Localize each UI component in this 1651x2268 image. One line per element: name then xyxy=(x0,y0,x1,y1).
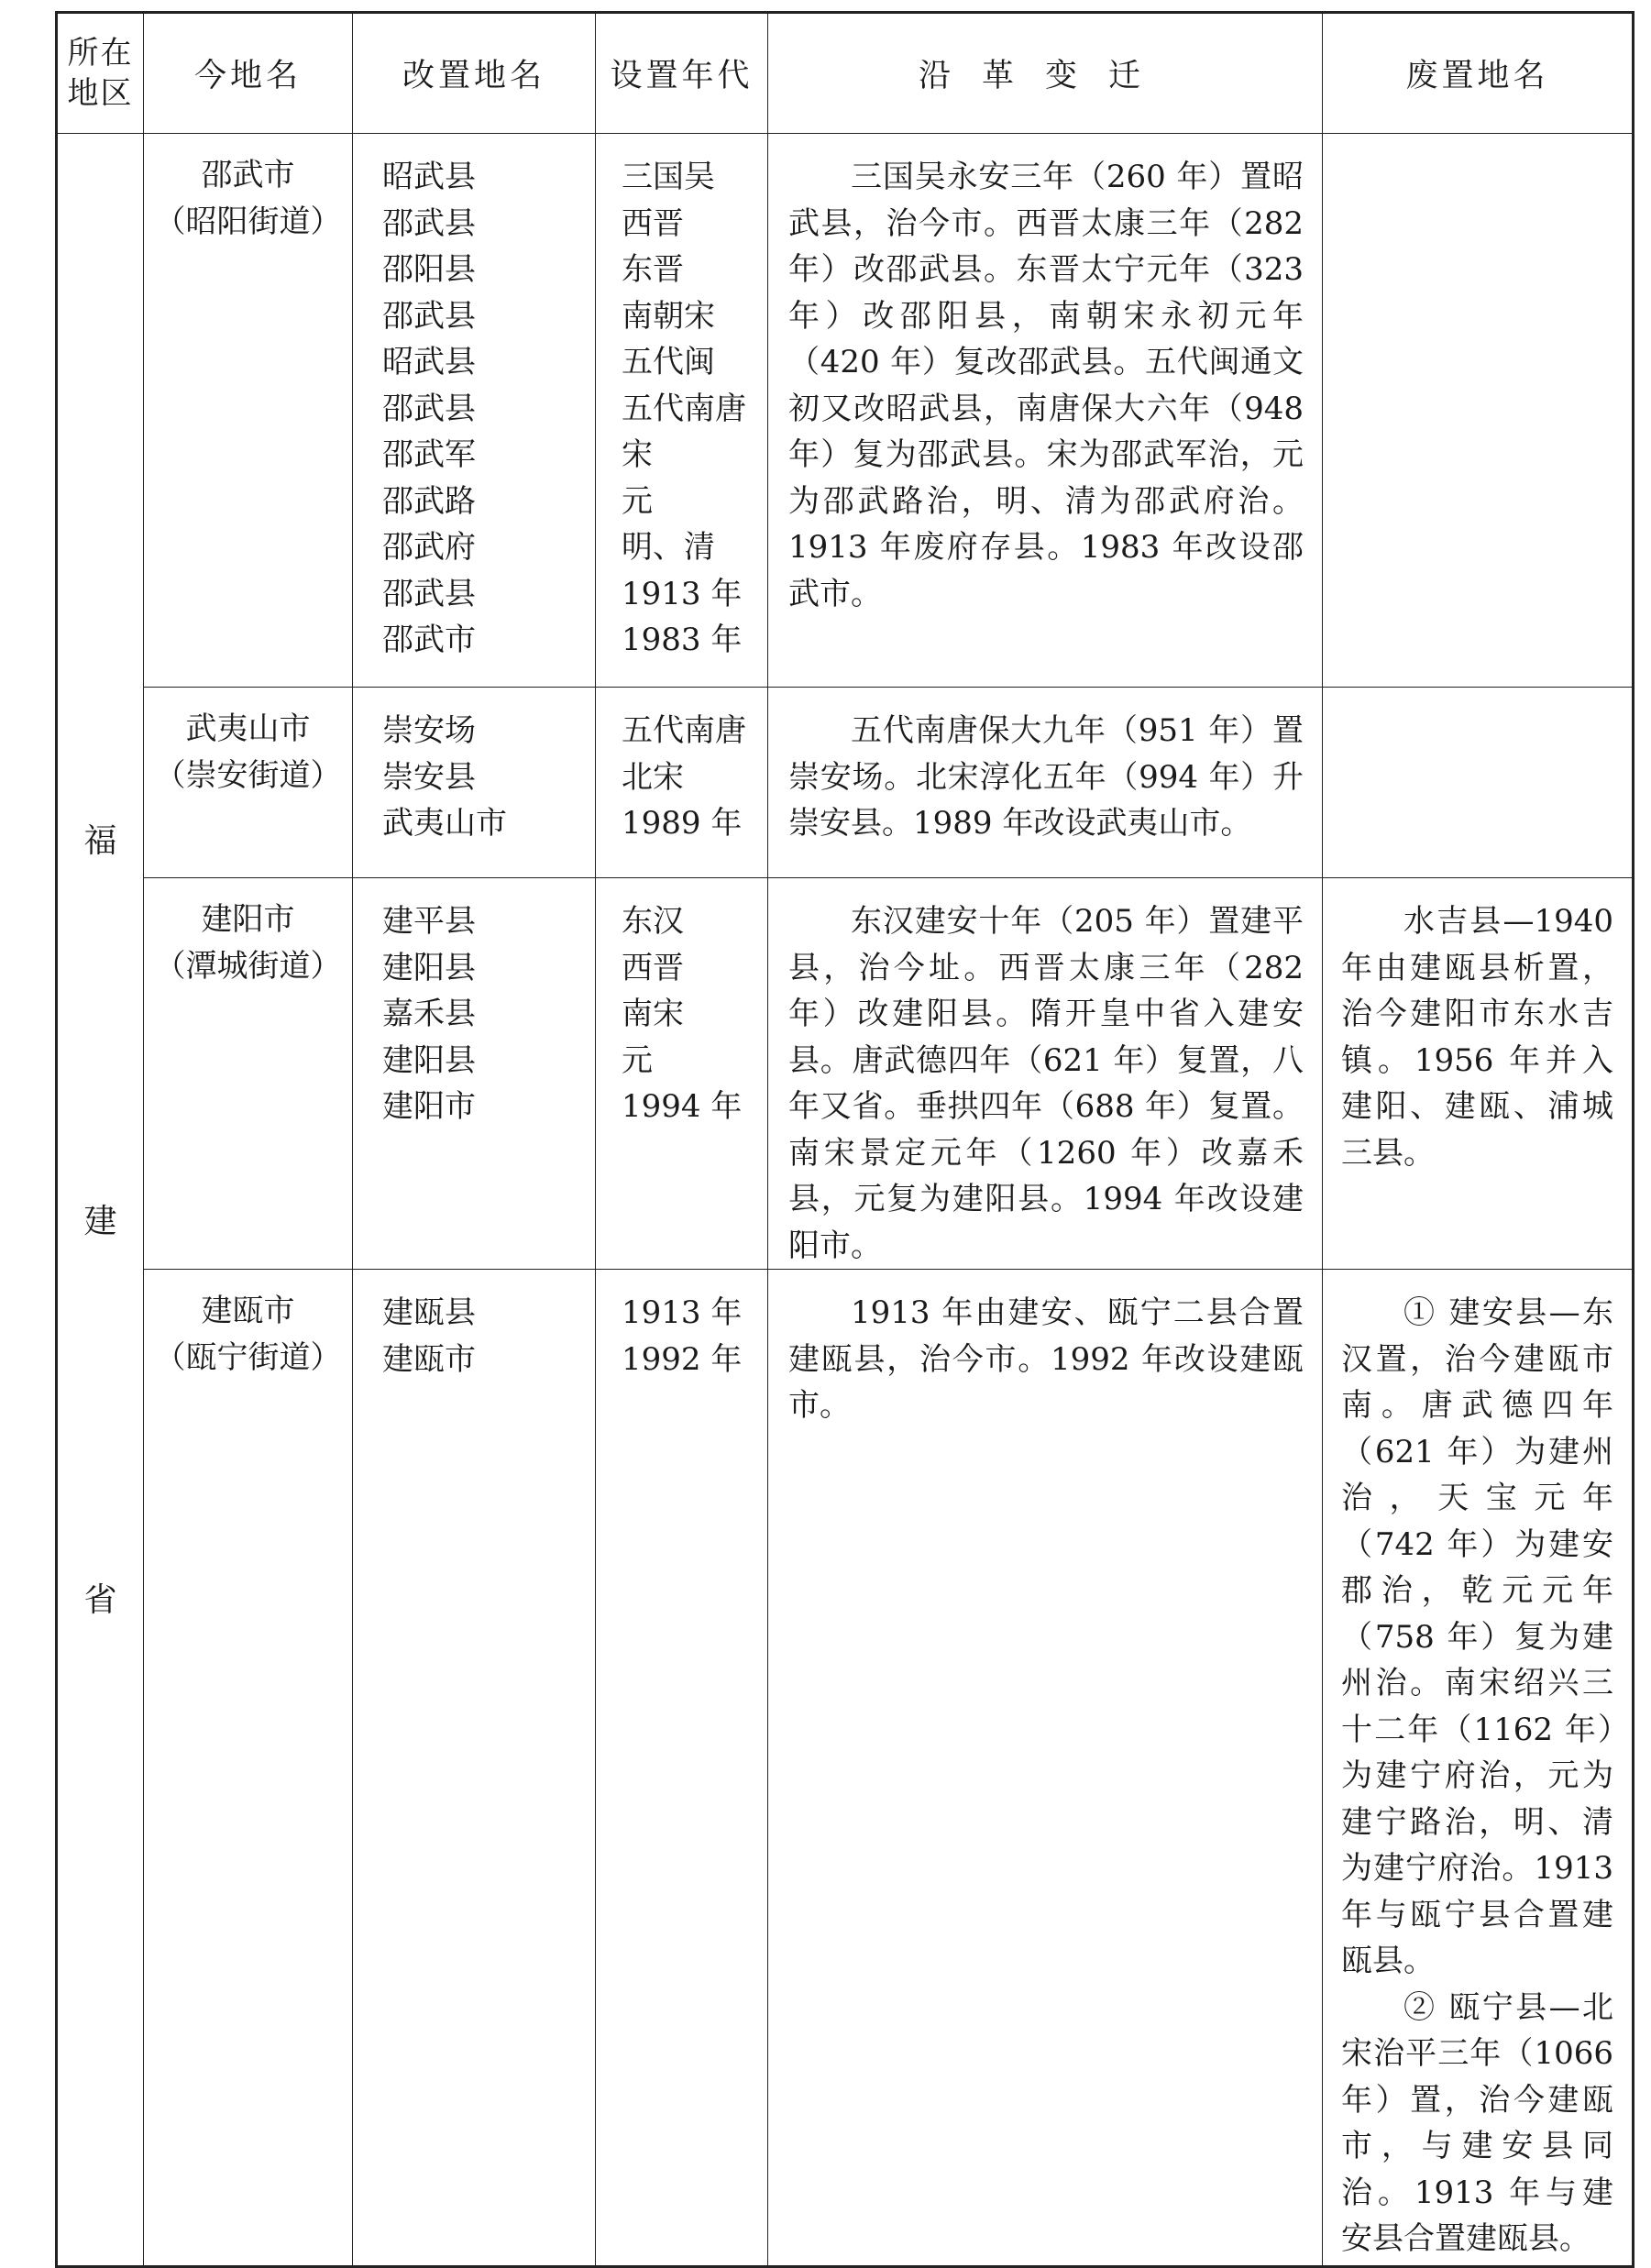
list-item: 三国吴 xyxy=(622,159,715,195)
list-item: 嘉禾县 xyxy=(382,996,476,1032)
region-cell xyxy=(57,134,144,2267)
history-text: 三国吴永安三年（260 年）置昭武县，治今市。西晋太康三年（282 年）改邵武县。东晋太宁元年（323 年）改邵阳县，南朝宋永初元年（420 年）复改邵武县。五代闽通文初又改昭武县，南唐保大六年（948 年）复为邵武县。宋为邵武军治，元为邵武路治，明、清为邵武府治。1913 年废府存县。1983 年改设邵武市。 xyxy=(788,159,1304,612)
list-item: 建阳市 xyxy=(382,1088,476,1125)
abolished-entry: 水吉县—1940 年由建瓯县析置，治今建阳市东水吉镇。1956 年并入建阳、建瓯、浦城三县。 xyxy=(1341,903,1613,1172)
list-item: 邵武府 xyxy=(382,529,476,566)
modern-name: 武夷山市 xyxy=(185,710,311,747)
list-item: 建瓯县 xyxy=(382,1294,476,1331)
list-item: 西晋 xyxy=(622,949,684,986)
era-list-cell xyxy=(596,688,768,878)
list-item: 武夷山市 xyxy=(382,805,507,842)
renamed-list-cell xyxy=(353,1270,596,2267)
abolished-cell xyxy=(1323,134,1634,688)
list-item: 1992 年 xyxy=(622,1340,743,1378)
list-item: 昭武县 xyxy=(382,159,476,195)
list-item: 南朝宋 xyxy=(622,297,715,335)
header-history: 沿革变迁 xyxy=(768,13,1323,134)
abolished-entry: ② 瓯宁县—北宋治平三年（1066 年）置，治今建瓯市，与建安县同治。1913 年与建安县合置建瓯县。 xyxy=(1341,1988,1613,2257)
table-row xyxy=(57,688,1634,878)
list-item: 明、清 xyxy=(622,529,715,566)
list-item: 元 xyxy=(622,1041,653,1079)
list-item: 东晋 xyxy=(622,251,684,288)
header-renamed-name: 改置地名 xyxy=(353,13,596,134)
list-item: 崇安县 xyxy=(382,758,476,796)
renamed-list-cell xyxy=(353,134,596,688)
modern-name-cell xyxy=(144,1270,353,2267)
list-item: 邵武市 xyxy=(382,622,476,658)
list-item: 北宋 xyxy=(622,758,684,796)
list-item: 1989 年 xyxy=(622,805,743,842)
region-char: 建 xyxy=(83,1203,117,1240)
modern-name-cell xyxy=(144,688,353,878)
header-modern-name: 今地名 xyxy=(144,13,353,134)
table-row xyxy=(57,878,1634,1270)
table-row xyxy=(57,1270,1634,2267)
list-item: 东汉 xyxy=(622,903,684,940)
list-item: 邵武县 xyxy=(382,575,476,612)
modern-name: 建瓯市 xyxy=(201,1293,295,1329)
list-item: 1983 年 xyxy=(622,622,743,658)
list-item: 元 xyxy=(622,482,653,520)
street-name: （瓯宁街道） xyxy=(154,1338,342,1376)
list-item: 邵阳县 xyxy=(382,251,476,288)
list-item: 1994 年 xyxy=(622,1088,743,1125)
list-item: 南宋 xyxy=(622,996,684,1032)
history-cell xyxy=(768,134,1323,688)
list-item: 五代南唐 xyxy=(622,390,746,427)
modern-name: 建阳市 xyxy=(201,901,295,938)
header-region: 所在 地区 xyxy=(57,13,144,134)
abolished-cell xyxy=(1323,1270,1634,2267)
list-item: 五代南唐 xyxy=(622,712,746,749)
list-item: 西晋 xyxy=(622,204,684,242)
header-abolished-name: 废置地名 xyxy=(1323,13,1634,134)
street-name: （崇安街道） xyxy=(154,756,342,794)
region-char: 省 xyxy=(83,1581,117,1619)
abolished-entry: ① 建安县—东汉置，治今建瓯市南。唐武德四年（621 年）为建州治，天宝元年（742 年）为建安郡治，乾元元年（758 年）复为建州治。南宋绍兴三十二年（1162 年）为建宁府治，元为建宁路治，明、清为建宁府治。1913 年与瓯宁县合置建瓯县。 xyxy=(1341,1294,1613,1979)
list-item: 建平县 xyxy=(382,903,476,940)
list-item: 崇安场 xyxy=(382,712,476,749)
list-item: 1913 年 xyxy=(622,575,743,612)
era-list-cell xyxy=(596,1270,768,2267)
list-item: 邵武县 xyxy=(382,390,476,427)
street-name: （潭城街道） xyxy=(154,947,342,985)
list-item: 建阳县 xyxy=(382,1041,476,1079)
list-item: 邵武军 xyxy=(382,436,476,473)
abolished-cell xyxy=(1323,688,1634,878)
history-text: 东汉建安十年（205 年）置建平县，治今址。西晋太康三年（282 年）改建阳县。隋开皇中省入建安县。唐武德四年（621 年）复置，八年又省。垂拱四年（688 年）复置。南宋景定元年（1260 年）改嘉禾县，元复为建阳县。1994 年改设建阳市。 xyxy=(788,903,1304,1264)
region-char: 福 xyxy=(83,822,117,860)
list-item: 宋 xyxy=(622,436,653,473)
renamed-list-cell xyxy=(353,878,596,1270)
history-cell xyxy=(768,1270,1323,2267)
history-cell xyxy=(768,878,1323,1270)
list-item: 建阳县 xyxy=(382,949,476,986)
renamed-list-cell xyxy=(353,688,596,878)
history-text: 五代南唐保大九年（951 年）置崇安场。北宋淳化五年（994 年）升崇安县。1989 年改设武夷山市。 xyxy=(788,712,1304,842)
modern-name-cell xyxy=(144,878,353,1270)
modern-name-cell xyxy=(144,134,353,688)
header-row xyxy=(57,13,1634,134)
list-item: 邵武县 xyxy=(382,297,476,335)
list-item: 邵武县 xyxy=(382,204,476,242)
list-item: 邵武路 xyxy=(382,482,476,520)
list-item: 建瓯市 xyxy=(382,1340,476,1378)
history-text: 1913 年由建安、瓯宁二县合置建瓯县，治今市。1992 年改设建瓯市。 xyxy=(788,1294,1304,1424)
table-row xyxy=(57,134,1634,688)
abolished-cell xyxy=(1323,878,1634,1270)
page xyxy=(55,11,1634,2268)
gazetteer-table xyxy=(55,11,1634,2268)
era-list-cell xyxy=(596,878,768,1270)
modern-name: 邵武市 xyxy=(201,157,295,193)
list-item: 昭武县 xyxy=(382,344,476,380)
list-item: 五代闽 xyxy=(622,344,715,380)
street-name: （昭阳街道） xyxy=(154,203,342,240)
era-list-cell xyxy=(596,134,768,688)
history-cell xyxy=(768,688,1323,878)
list-item: 1913 年 xyxy=(622,1294,743,1331)
header-era: 设置年代 xyxy=(596,13,768,134)
